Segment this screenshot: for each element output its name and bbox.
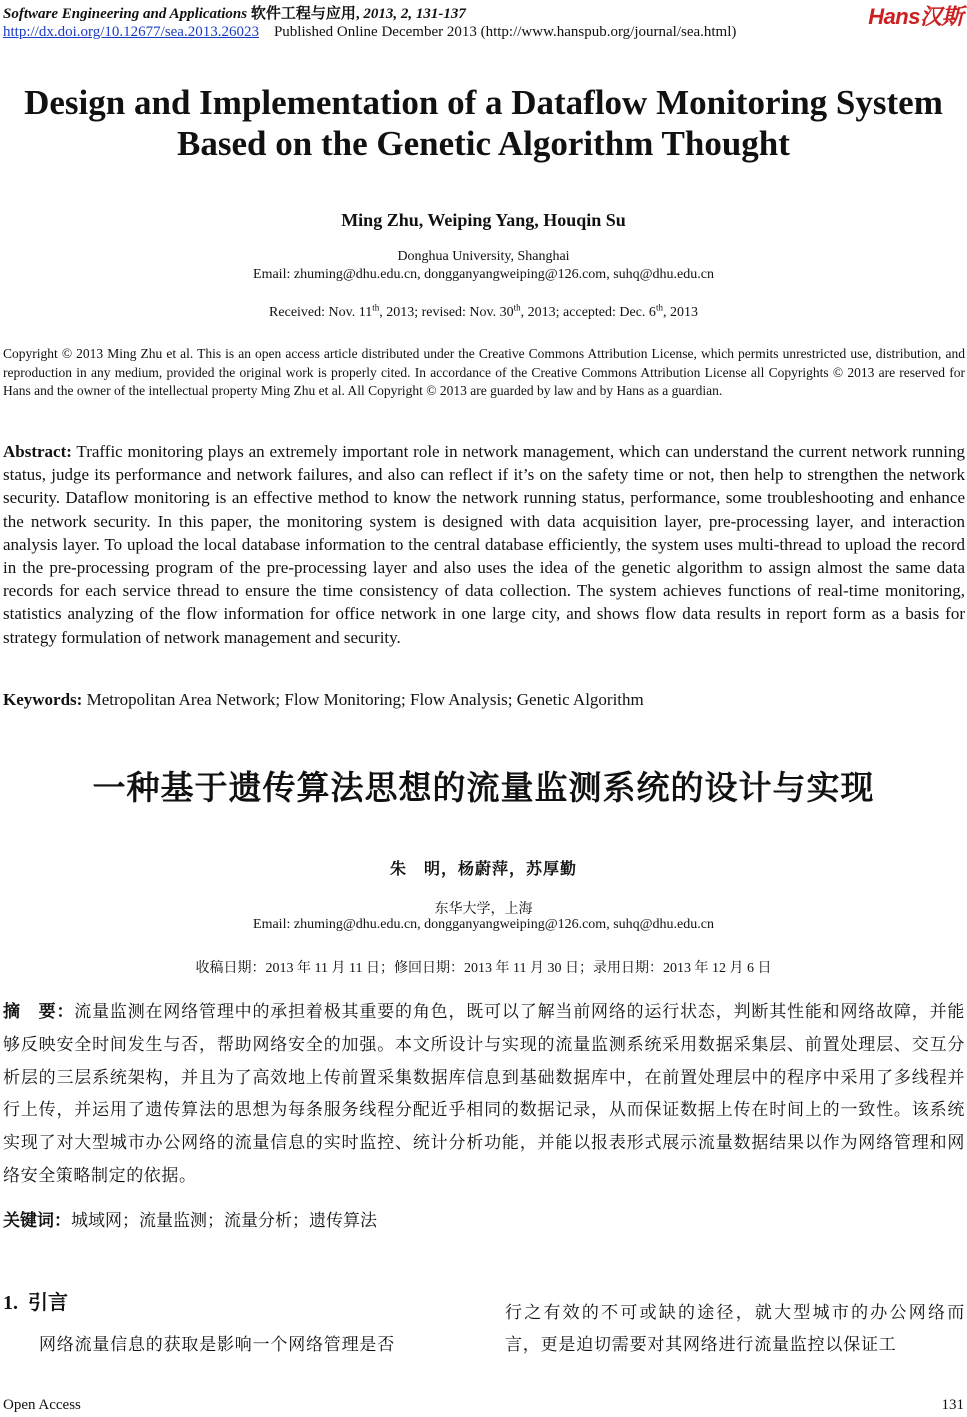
email-en: Email: zhuming@dhu.edu.cn, dongganyangweiping@126.com, suhq@dhu.edu.cn bbox=[253, 267, 714, 282]
published-info: Published Online December 2013 (http://www.hanspub.org/journal/sea.html) bbox=[273, 24, 737, 40]
received-dates: Received: Nov. 11th, 2013; revised: Nov. 30th, 2013; accepted: Dec. 6th, 2013 bbox=[269, 302, 698, 320]
abstract-cn bbox=[3, 996, 965, 1193]
body-text-left: 网络流量信息的获取是影响一个网络管理是否 bbox=[39, 1335, 395, 1354]
abstract-en bbox=[3, 440, 965, 649]
section-title: 引言 bbox=[28, 1290, 68, 1314]
section-number: 1. bbox=[3, 1292, 18, 1314]
page-number: 131 bbox=[941, 1397, 964, 1413]
paper-title-cn: 一种基于遗传算法思想的流量监测系统的设计与实现 bbox=[92, 768, 875, 807]
paper-title-en bbox=[0, 82, 967, 164]
title-line-2: Based on the Genetic Algorithm Thought bbox=[177, 124, 790, 163]
affiliation-en: Donghua University, Shanghai bbox=[397, 249, 570, 264]
journal-name-en: Software Engineering and Applications bbox=[3, 6, 248, 22]
authors-cn: 朱 明，杨蔚萍，苏厚勤 bbox=[389, 859, 577, 878]
keywords-label: Keywords: bbox=[3, 690, 83, 709]
keywords-cn-label: 关键词： bbox=[3, 1211, 71, 1231]
email-cn: Email: zhuming@dhu.edu.cn, dongganyangweiping@126.com, suhq@dhu.edu.cn bbox=[253, 917, 714, 932]
affiliation-cn: 东华大学，上海 bbox=[434, 902, 533, 917]
abstract-label: Abstract: bbox=[3, 442, 72, 461]
body-text-right: 行之有效的不可或缺的途径，就大型城市的办公网络而言，更是迫切需要对其网络进行流量监控以保证工 bbox=[505, 1303, 965, 1354]
journal-name-cn: 软件工程与应用, bbox=[250, 6, 360, 22]
abstract-cn-label: 摘 要： bbox=[3, 1002, 75, 1022]
keywords-text: Metropolitan Area Network; Flow Monitoring; Flow Analysis; Genetic Algorithm bbox=[82, 690, 644, 709]
keywords-cn-text: 城域网；流量监测；流量分析；遗传算法 bbox=[71, 1211, 377, 1230]
title-line-1: Design and Implementation of a Dataflow Monitoring System bbox=[24, 83, 943, 122]
section-heading bbox=[3, 1286, 68, 1315]
journal-header bbox=[3, 2, 466, 23]
footer-open-access: Open Access bbox=[3, 1397, 81, 1413]
abstract-cn-text: 流量监测在网络管理中的承担着极其重要的角色，既可以了解当前网络的运行状态，判断其性能和网络故障，并能够反映安全时间发生与否，帮助网络安全的加强。本文所设计与实现的流量监测系统采用数据采集层、前置处理层、交互分析层的三层系统架构，并且为了高效地上传前置采集数据库信息到基础数据库中，在前置处理层中的程序中采用了多线程并行上传，并运用了遗传算法的思想为每条服务线程分配近乎相同的数据记录，从而保证数据上传在时间上的一致性。该系统实现了对大型城市办公网络的流量信息的实时监控、统计分析功能，并能以报表形式展示流量数据结果以作为网络管理和网络安全策略制定的依据。 bbox=[3, 1002, 965, 1185]
authors-en: Ming Zhu, Weiping Yang, Houqin Su bbox=[341, 210, 626, 230]
abstract-text: Traffic monitoring plays an extremely important role in network management, which can understand the current network running status, judge its performance and network failures, and also can reflect if it’s on the safety time or not, then help to strengthen the network security. Dataflow monitoring is an effective method to know the network running status, performance, some troubleshooting and enhance the network security. In this paper, the monitoring system is designed with data acquisition layer, pre-processing layer, and interaction analysis layer. To upload the local database information to the central database efficiently, the system uses multi-thread to upload the record in the pre-processing program of the pre-processing layer and also uses the idea of the genetic algorithm to assign almost the same data records for each service thread to ensure the time consistency of data collection. The system achieves functions of real-time monitoring, statistics analyzing of the flow information for office network in one large city, and shows flow data results in report form as a basis for strategy formulation of network management and security. bbox=[3, 442, 965, 647]
keywords-cn bbox=[3, 1206, 377, 1231]
hans-logo: Hans汉斯 bbox=[868, 4, 963, 29]
doi-line bbox=[3, 24, 736, 41]
volume-info: 2013, 2, 131-137 bbox=[363, 6, 466, 22]
keywords-en bbox=[3, 690, 644, 710]
copyright-notice: Copyright © 2013 Ming Zhu et al. This is an open access article distributed under the Creative Commons Attribution License, which permits unrestricted use, distribution, and reproduction in any medium, provided the original work is properly cited. In accordance of the Creative Commons Attribution License all Copyrights © 2013 are reserved for Hans and the owner of the intellectual property Ming Zhu et al. All Copyright © 2013 are guarded by law and by Hans as a guardian. bbox=[3, 346, 965, 398]
dates-cn: 收稿日期：2013 年 11 月 11 日；修回日期：2013 年 11 月 30 日；录用日期：2013 年 12 月 6 日 bbox=[195, 961, 772, 976]
doi-link[interactable]: http://dx.doi.org/10.12677/sea.2013.26023 bbox=[3, 24, 259, 40]
